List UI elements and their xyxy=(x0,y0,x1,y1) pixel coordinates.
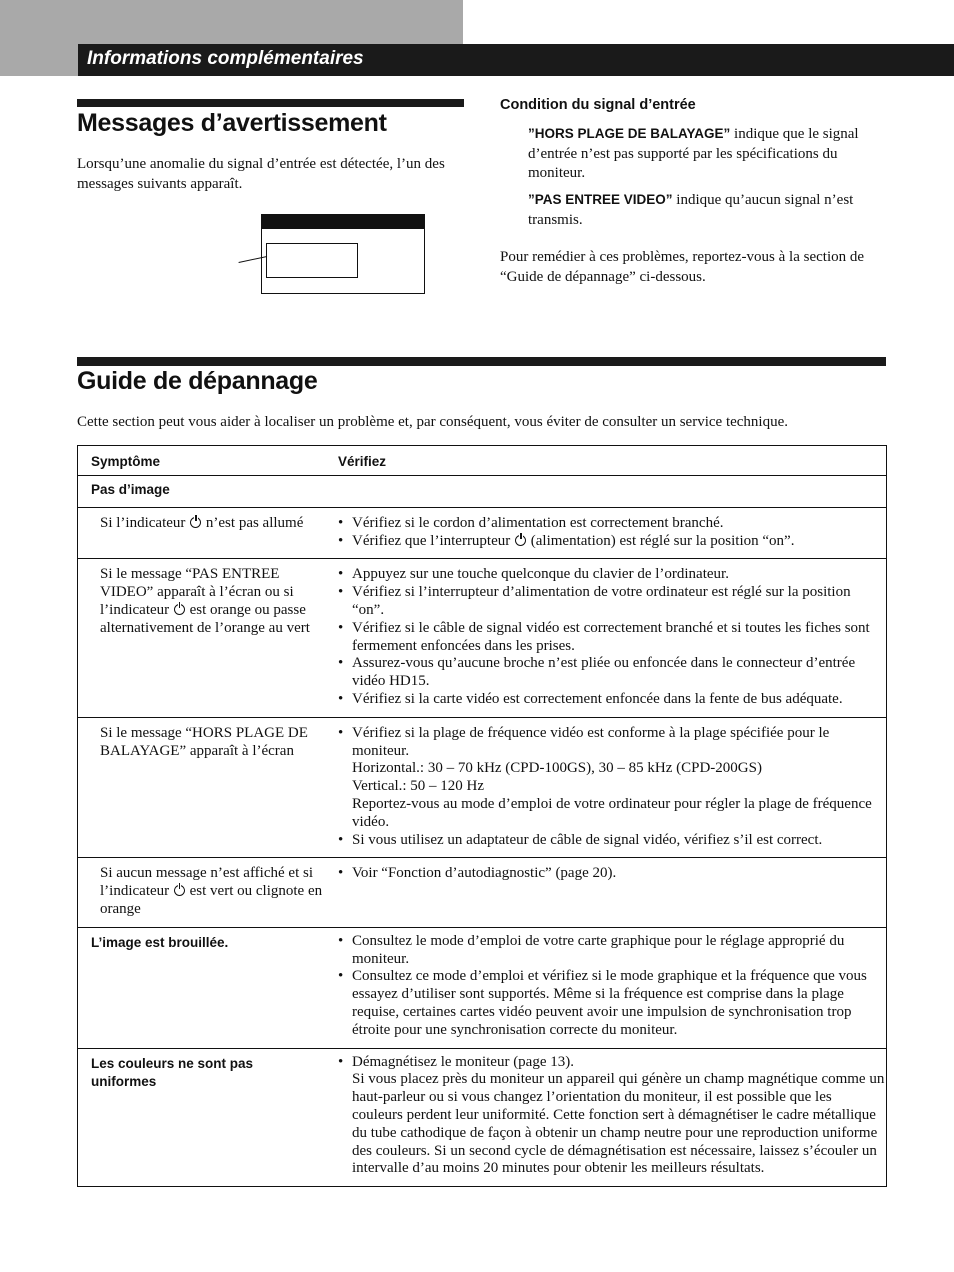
list-item: • Voir “Fonction d’autodiagnostic” (page 20). xyxy=(338,865,886,883)
list-item: • Appuyez sur une touche quelconque du clavier de l’ordinateur. xyxy=(338,566,886,584)
check-cell xyxy=(324,858,887,927)
list-item: • Consultez ce mode d’emploi et vérifiez si le mode graphique et la fréquence que vous essayez d’utiliser sont supportés. Même si la fréquence est comprise dans la plage requise, certaines cartes vidéo peuvent avoir une impulsion de synchronisation trop étroite pour une synchronisation correcte du moniteur. xyxy=(338,968,886,1039)
warnings-intro: Lorsqu’une anomalie du signal d’entrée est détectée, l’un des messages suivants apparaît. xyxy=(77,156,445,192)
power-icon xyxy=(515,535,526,546)
section-row-no-image xyxy=(78,476,887,508)
list-item: • Vérifiez si l’interrupteur d’alimentation de votre ordinateur est réglé sur la position “on”. xyxy=(338,584,886,620)
guide-title: Guide de dépannage xyxy=(77,367,318,395)
guide-intro: Cette section peut vous aider à localiser un problème et, par conséquent, vous éviter de consulter un service technique. xyxy=(77,414,789,430)
monitor-top-bar xyxy=(262,215,424,229)
symptom-cell: Si le message “HORS PLAGE DE BALAYAGE” apparaît à l’écran xyxy=(78,717,325,858)
check-cell xyxy=(324,507,887,559)
check-cell xyxy=(324,1048,887,1187)
list-item: • Si vous utilisez un adaptateur de câble de signal vidéo, vérifiez s’il est correct. xyxy=(338,832,886,850)
condition-item-1 xyxy=(528,124,873,184)
section-header-bar xyxy=(78,44,954,76)
condition-item-2-label: ”PAS ENTREE VIDEO” xyxy=(528,192,673,207)
list-item: • Vérifiez si la plage de fréquence vidéo est conforme à la plage spécifiée pour le moniteur. Horizontal.: 30 – 70 kHz (CPD-100GS), 30 – 85 kHz (CPD-200GS) Vertical.: 50 – 120 Hz Reportez-vous au mode d’emploi de votre ordinateur pour régler la plage de fréquence vidéo. xyxy=(338,725,886,832)
list-item: • Vérifiez si le cordon d’alimentation est correctement branché. xyxy=(338,515,886,533)
warnings-title: Messages d’avertissement xyxy=(77,109,387,137)
list-item: • Vérifiez si la carte vidéo est correctement enfoncée dans la fente de bus adéquate. xyxy=(338,691,886,709)
monitor-message-box xyxy=(266,243,358,278)
power-icon xyxy=(190,517,201,528)
col-check-header: Vérifiez xyxy=(338,454,387,469)
check-cell xyxy=(324,927,887,1048)
table-row xyxy=(78,1048,887,1187)
power-icon xyxy=(174,604,185,615)
list-item: • Assurez-vous qu’aucune broche n’est pliée ou enfoncée dans le connecteur d’entrée vidéo HD15. xyxy=(338,655,886,691)
condition-remedy: Pour remédier à ces problèmes, reportez-vous à la section de “Guide de dépannage” ci-dessous. xyxy=(500,249,865,285)
table-row xyxy=(78,507,887,559)
check-cell xyxy=(324,717,887,858)
list-item: • Vérifiez si le câble de signal vidéo est correctement branché et si toutes les fiches sont fermement enfoncées dans les prises. xyxy=(338,620,886,656)
list-item: • Consultez le mode d’emploi de votre carte graphique pour le réglage approprié du moniteur. xyxy=(338,933,886,969)
symptom-cell xyxy=(78,927,325,1048)
condition-item-1-text: indique que le signal d’entrée n’est pas supporté par les spécifications du moniteur. xyxy=(528,126,859,181)
list-item: • Vérifiez que l’interrupteur (alimentation) est réglé sur la position “on”. xyxy=(338,533,886,551)
table-row xyxy=(78,559,887,717)
guide-rule xyxy=(77,357,886,366)
condition-title: Condition du signal d’entrée xyxy=(500,97,696,113)
symptom-cell: Si aucun message n’est affiché et si l’indicateur est vert ou clignote en orange xyxy=(78,858,325,927)
col-symptom-header: Symptôme xyxy=(91,454,161,469)
monitor-illustration xyxy=(261,214,425,294)
section-no-image: Pas d’image xyxy=(91,482,170,497)
symptom-cell: Si l’indicateur n’est pas allumé xyxy=(78,507,325,559)
symptom-cell xyxy=(78,1048,325,1187)
table-row xyxy=(78,927,887,1048)
condition-item-2 xyxy=(528,190,873,230)
list-item: • Démagnétisez le moniteur (page 13). Si vous placez près du moniteur un appareil qui génère un champ magnétique comme un haut-parleur ou si vous changez l’orientation du moniteur, il est possible que les couleurs perdent leur uniformité. Cette fonction sert à démagnétiser le cadre métallique du tube cathodique de façon à obtenir un champ neutre pour une reproduction uniforme des couleurs. Si un second cycle de démagnétisation est nécessaire, laissez s’écouler un intervalle d’au moins 20 minutes pour obtenir les meilleurs résultats. xyxy=(338,1054,886,1179)
section-colors: Les couleurs ne sont pas uniformes xyxy=(91,1055,254,1090)
condition-item-1-label: ”HORS PLAGE DE BALAYAGE” xyxy=(528,126,731,141)
table-row xyxy=(78,858,887,927)
condition-item-2-text: indique qu’aucun signal n’est transmis. xyxy=(528,192,854,228)
check-cell xyxy=(324,559,887,717)
troubleshooting-table xyxy=(77,445,887,1187)
table-row xyxy=(78,717,887,858)
warnings-rule xyxy=(77,99,464,107)
table-header-row xyxy=(78,446,887,476)
section-label: Informations complémentaires xyxy=(87,48,364,69)
section-blurred: L’image est brouillée. xyxy=(91,934,229,950)
power-icon xyxy=(174,885,185,896)
symptom-cell: Si le message “PAS ENTREE VIDEO” apparaît à l’écran ou si l’indicateur est orange ou passe alternativement de l’orange au vert xyxy=(78,559,325,717)
